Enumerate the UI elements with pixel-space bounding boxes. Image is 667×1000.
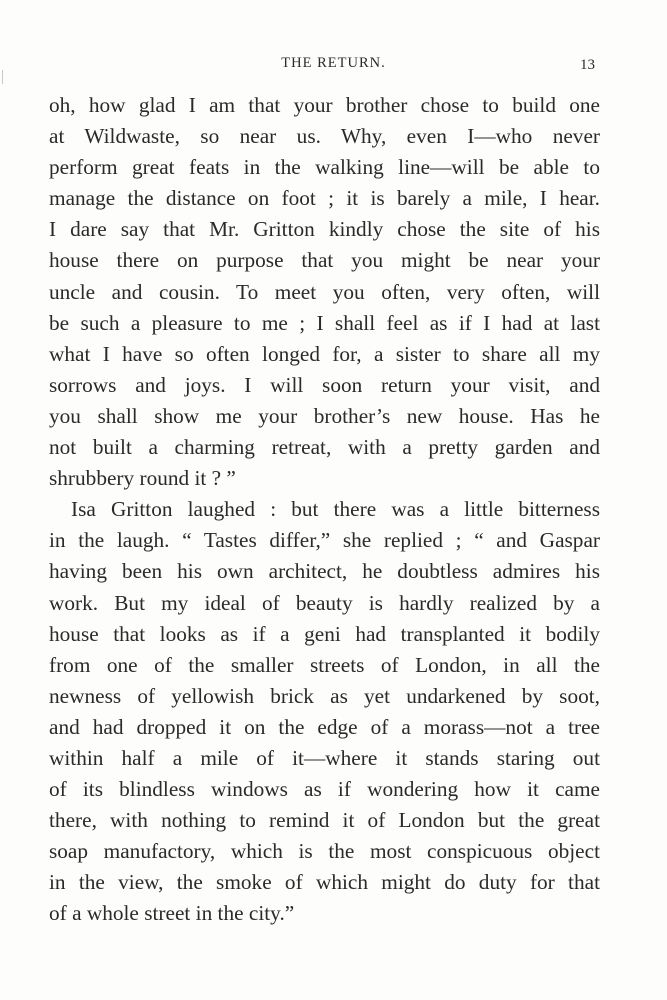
text-line: house there on purpose that you might be near your bbox=[49, 248, 600, 273]
text-line: uncle and cousin. To meet you often, very often, will bbox=[49, 279, 600, 304]
paragraph-first-line: Isa Gritton laughed : but there was a little bitterness bbox=[71, 497, 600, 522]
text-line: having been his own architect, he doubtless admires his bbox=[49, 559, 600, 584]
text-line: you shall show me your brother’s new house. Has he bbox=[49, 403, 600, 428]
paragraph-end-line: shrubbery round it ? ” bbox=[49, 466, 236, 491]
text-line: oh, how glad I am that your brother chose to build one bbox=[49, 93, 600, 117]
text-line: there, with nothing to remind it of London but the great bbox=[49, 808, 600, 833]
text-line: not built a charming retreat, with a pretty garden and bbox=[49, 435, 600, 460]
paragraph-end-line: of a whole street in the city.” bbox=[49, 901, 295, 926]
text-line: soap manufactory, which is the most conspicuous object bbox=[49, 839, 600, 864]
body-text bbox=[49, 90, 600, 930]
text-line: of its blindless windows as if wondering how it came bbox=[49, 777, 600, 802]
text-line: and had dropped it on the edge of a morass—not a tree bbox=[49, 714, 600, 739]
running-title: THE RETURN. bbox=[281, 55, 386, 71]
text-line: I dare say that Mr. Gritton kindly chose the site of his bbox=[49, 217, 600, 242]
text-line: work. But my ideal of beauty is hardly realized by a bbox=[49, 590, 600, 615]
text-line: at Wildwaste, so near us. Why, even I—who never bbox=[49, 124, 600, 149]
text-line: in the view, the smoke of which might do duty for that bbox=[49, 870, 600, 895]
text-line: sorrows and joys. I will soon return your visit, and bbox=[49, 372, 600, 397]
text-line: be such a pleasure to me ; I shall feel as if I had at last bbox=[49, 310, 600, 335]
page-number: 13 bbox=[580, 57, 595, 73]
text-line: manage the distance on foot ; it is barely a mile, I hear. bbox=[49, 186, 600, 211]
text-line: perform great feats in the walking line—will be able to bbox=[49, 155, 600, 180]
text-line: within half a mile of it—where it stands staring out bbox=[49, 745, 600, 770]
text-line: from one of the smaller streets of London, in all the bbox=[49, 652, 600, 677]
text-line: newness of yellowish brick as yet undarkened by soot, bbox=[49, 683, 600, 708]
text-line: in the laugh. “ Tastes differ,” she replied ; “ and Gaspar bbox=[49, 528, 600, 553]
running-head bbox=[0, 52, 667, 76]
text-line: house that looks as if a geni had transplanted it bodily bbox=[49, 621, 600, 646]
text-line: what I have so often longed for, a sister to share all my bbox=[49, 341, 600, 366]
